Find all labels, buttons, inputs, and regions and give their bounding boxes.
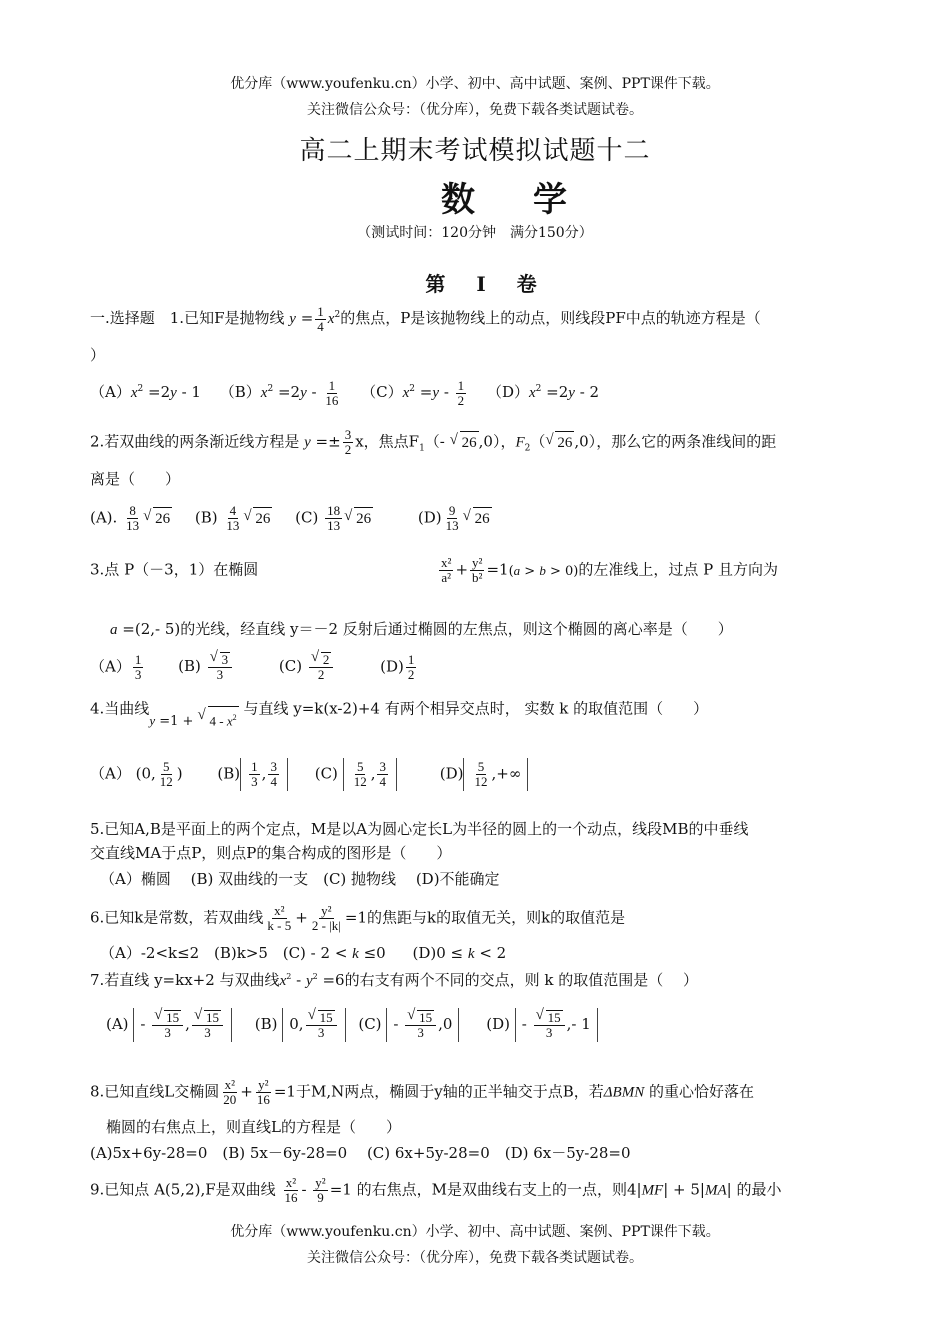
question-7-stem: 7.若直线 y=kx+2 与双曲线$x^2 - y^2 =6$的右支有两个不同的交点，则 k 的取值范围是（ ） bbox=[90, 971, 698, 989]
question-8-options[interactable]: (A)5x+6y-28=0 (B) 5x－6y-28=0 (C) 6x+5y-28=0 (D) 6x－5y-28=0 bbox=[90, 1144, 631, 1162]
question-5-options[interactable]: （A）椭圆 (B) 双曲线的一支 (C) 抛物线 (D)不能确定 bbox=[100, 870, 500, 888]
question-6-options bbox=[100, 942, 875, 965]
q2-option-c[interactable]: (C) $\frac{18}{13}$ √ 26 bbox=[295, 504, 373, 533]
question-2-options bbox=[90, 504, 865, 533]
header-line-1: 优分库（www.youfenku.cn）小学、初中、高中试题、案例、PPT课件下载。 bbox=[230, 76, 720, 92]
volume-heading: 第 I 卷 bbox=[425, 272, 549, 296]
q3-option-a[interactable]: （A） $\frac{1}{3}$ bbox=[90, 651, 142, 682]
q1-option-c[interactable]: $(C)x^2 =y$ - $\frac{1}{2}$ bbox=[361, 377, 465, 408]
q7-option-c[interactable]: (C) - √ $\frac{15}{3}$ ,0 bbox=[358, 1008, 459, 1042]
question-3-stem: 3.点 P（－3，1）在椭圆 $\frac{\text{x²}}{\text{a²}}$ + $\frac{\text{y²}}{\text{b²}}$ =1(a > b > 0)的左准线上，过点 P 且方向为 bbox=[90, 555, 778, 585]
header-line-2: 关注微信公众号：（优分库），免费下载各类试题试卷。 bbox=[307, 102, 643, 118]
question-6-stem: 6.已知k是常数，若双曲线 $\frac{\text{x²}}{k - 5}$ + $\frac{\text{y²}}{2 - |k|}$ =1的焦距与k的取值无关，则k的取值范是 bbox=[90, 903, 626, 933]
question-2-stem: 2.若双曲线的两条渐近线方程是 y =± $\frac{3}{2}$ x，焦点$F_1(-$ √ 26 ,0），$F_2(√$ 26 ,0），那么它的两条准线间的距 bbox=[90, 428, 865, 460]
question-4-options bbox=[90, 758, 865, 791]
q1-option-b[interactable]: $(B)x^2 =2y$ - $\frac{1}{16}$ bbox=[219, 377, 339, 408]
q1-option-a[interactable]: $(A)x^2 =2y - 1$ bbox=[90, 383, 201, 401]
question-1-options bbox=[90, 378, 865, 408]
question-1-stem-end: ） bbox=[90, 346, 106, 364]
q6-option-d[interactable]: (D)0 ≤ k < 2 bbox=[412, 944, 507, 962]
q3-option-c[interactable]: (C) √ $\frac{2}{2}$ bbox=[279, 652, 335, 682]
q7-option-b[interactable]: (B) 0, √ $\frac{15}{3}$ bbox=[255, 1008, 346, 1042]
question-9-stem: 9.已知点 A(5,2),F是双曲线 $\frac{\text{x²}}{16}$ - $\frac{\text{y²}}{9}$ =1 的右焦点，M是双曲线右支上的一点，则4|MF| + 5|MA| 的最小 bbox=[90, 1175, 782, 1205]
q1-option-d[interactable]: $(D)x^2 =2y - 2$ bbox=[486, 383, 600, 401]
q7-option-a[interactable]: (A) - √ $\frac{15}{3}$ , √ $\frac{15}{3}$ bbox=[106, 1008, 232, 1042]
q2-option-b[interactable]: (B) $\frac{4}{13}$ √ 26 bbox=[195, 504, 273, 533]
q4-option-d[interactable]: (D) $\frac{5}{12}$ ,+∞ bbox=[440, 758, 529, 791]
subject-heading: 数学 bbox=[441, 180, 625, 220]
question-8-stem-2: 椭圆的右焦点上，则直线L的方程是（ ） bbox=[106, 1118, 401, 1136]
footer-line-1: 优分库（www.youfenku.cn）小学、初中、高中试题、案例、PPT课件下载。 bbox=[230, 1224, 720, 1240]
q4-option-b[interactable]: (B) $\frac{1}{3}$ , $\frac{3}{4}$ bbox=[217, 758, 288, 791]
question-5-stem: 5.已知A,B是平面上的两个定点，M是以A为圆心定长L为半径的圆上的一个动点，线段MB的中垂线 bbox=[90, 820, 749, 838]
question-8-stem: 8.已知直线L交椭圆 $\frac{\text{x²}}{20}$ + $\frac{\text{y²}}{16}$ =1于M,N两点，椭圆于y轴的正半轴交于点B，若ΔBMN 的重心恰好落在 bbox=[90, 1077, 755, 1107]
question-3-options bbox=[90, 652, 865, 682]
question-1-stem: 一.选择题 1.已知F是抛物线 y = $\frac{1}{4}$ $x^2$的焦点，P是该抛物线上的动点，则线段PF中点的轨迹方程是（ bbox=[90, 303, 761, 334]
footer-line-2: 关注微信公众号：（优分库），免费下载各类试题试卷。 bbox=[307, 1250, 643, 1266]
q2-option-a[interactable]: (A). $\frac{8}{13}$ √ 26 bbox=[90, 504, 172, 533]
time-note: （测试时间：120分钟 满分150分） bbox=[357, 225, 593, 241]
question-5-stem-2: 交直线MA于点P，则点P的集合构成的图形是（ ） bbox=[90, 844, 452, 862]
question-3-stem-2: a =(2,- 5)的光线，经直线 y＝－2 反射后通过椭圆的左焦点，则这个椭圆的离心率是（ ） bbox=[110, 620, 733, 638]
page-title: 高二上期末考试模拟试题十二 bbox=[299, 136, 651, 166]
q3-option-b[interactable]: (B) √ $\frac{3}{3}$ bbox=[178, 652, 234, 682]
question-7-options bbox=[106, 1008, 881, 1042]
q6-option-a[interactable]: （A）-2<k≤2 bbox=[100, 944, 200, 962]
question-2-stem-end: 离是（ ） bbox=[90, 470, 181, 488]
q7-option-d[interactable]: (D) - √ $\frac{15}{3}$ ,- 1 bbox=[486, 1008, 598, 1042]
q4-option-c[interactable]: (C) $\frac{5}{12}$ , $\frac{3}{4}$ bbox=[315, 758, 397, 791]
q6-option-c[interactable]: (C) - 2 < k ≤0 bbox=[282, 944, 386, 962]
q2-option-d[interactable]: (D) $\frac{9}{13}$ √ 26 bbox=[418, 504, 492, 533]
q6-option-b[interactable]: (B)k>5 bbox=[214, 944, 268, 962]
q3-option-d[interactable]: (D) $\frac{1}{2}$ bbox=[380, 651, 415, 682]
question-4-stem: 4.当曲线y =1 + √ $4 - x^2$ 与直线 y=k(x-2)+4 有两个相异交点时， 实数 k 的取值范围（ ） bbox=[90, 694, 865, 721]
q4-option-a[interactable]: （A） (0, $\frac{5}{12}$ ) bbox=[90, 759, 183, 789]
